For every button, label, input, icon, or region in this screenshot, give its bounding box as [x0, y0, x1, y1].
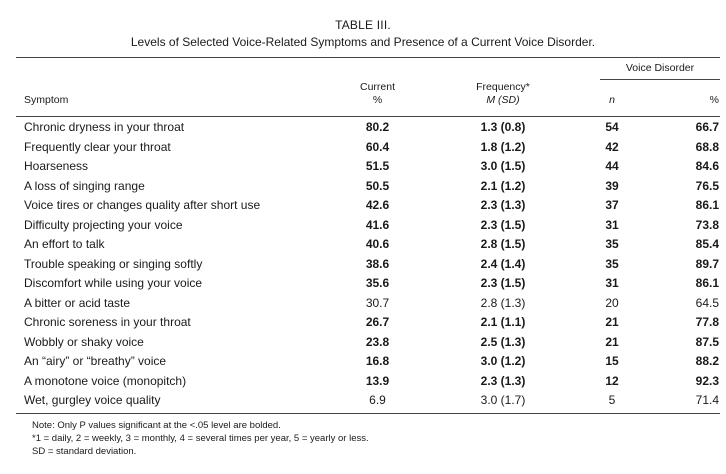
- n-cell: 35: [605, 256, 619, 271]
- header-pct: %: [709, 94, 719, 106]
- current-cell: 13.9: [365, 373, 390, 388]
- current-cell: 42.6: [365, 198, 390, 212]
- pct-cell: 92.3: [695, 373, 719, 388]
- current-cell: 38.6: [365, 256, 390, 271]
- current-cell: 50.5: [365, 178, 390, 193]
- table-row: [0, 118, 726, 138]
- current-cell: 6.9: [369, 393, 386, 407]
- note-significance: Note: Only P values significant at the <.05 level are bolded.: [32, 420, 281, 431]
- frequency-cell: 3.0 (1.2): [480, 354, 526, 368]
- header-n: n: [609, 94, 615, 106]
- frequency-cell: 2.1 (1.1): [480, 315, 526, 329]
- current-cell: 40.6: [365, 237, 390, 251]
- current-cell: 60.4: [365, 139, 390, 154]
- table-row: [0, 333, 726, 353]
- table-row: [0, 313, 726, 333]
- pct-cell: 85.4: [695, 237, 719, 251]
- table-label: TABLE III.: [335, 18, 391, 32]
- symptom-cell: A monotone voice (monopitch): [24, 373, 187, 388]
- pct-cell: 76.5: [695, 178, 719, 193]
- symptom-cell: Wet, gurgley voice quality: [24, 393, 161, 407]
- n-cell: 39: [605, 178, 619, 193]
- symptom-cell: Difficulty projecting your voice: [24, 217, 183, 232]
- frequency-cell: 2.8 (1.5): [480, 237, 526, 251]
- note-sd: SD = standard deviation.: [32, 446, 137, 457]
- table-row: [0, 138, 726, 158]
- pct-cell: 66.7: [695, 120, 719, 134]
- current-cell: 41.6: [365, 217, 390, 232]
- current-cell: 26.7: [365, 315, 390, 329]
- n-cell: 21: [605, 315, 619, 329]
- current-cell: 30.7: [365, 295, 390, 310]
- symptom-cell: Hoarseness: [24, 159, 89, 173]
- table-row: [0, 216, 726, 236]
- table-row: [0, 177, 726, 197]
- pct-cell: 87.5: [695, 334, 719, 349]
- frequency-cell: 2.3 (1.3): [480, 373, 526, 388]
- frequency-cell: 2.3 (1.5): [480, 276, 526, 290]
- current-cell: 23.8: [365, 334, 390, 349]
- symptom-cell: Frequently clear your throat: [24, 139, 171, 154]
- table-row: [0, 235, 726, 255]
- note-frequency-scale: *1 = daily, 2 = weekly, 3 = monthly, 4 = several times per year, 5 = yearly or less.: [32, 433, 369, 444]
- header-current-line1: Current: [359, 81, 395, 93]
- table-row: [0, 294, 726, 314]
- frequency-cell: 2.4 (1.4): [480, 256, 526, 271]
- current-cell: 51.5: [365, 159, 390, 173]
- table-row: [0, 157, 726, 177]
- frequency-cell: 3.0 (1.5): [480, 159, 526, 173]
- symptom-cell: An effort to talk: [24, 237, 105, 251]
- header-frequency-line1: Frequency*: [476, 81, 530, 93]
- current-cell: 35.6: [365, 276, 390, 290]
- table-row: [0, 372, 726, 392]
- pct-cell: 71.4: [695, 393, 719, 407]
- table-row: [0, 352, 726, 372]
- header-symptom: Symptom: [24, 94, 69, 106]
- n-cell: 35: [605, 237, 619, 251]
- frequency-cell: 2.3 (1.5): [480, 217, 526, 232]
- symptom-cell: Chronic soreness in your throat: [24, 315, 191, 329]
- pct-cell: 64.5: [695, 295, 719, 310]
- table-row: [0, 255, 726, 275]
- symptom-cell: A loss of singing range: [24, 178, 145, 193]
- n-cell: 20: [605, 295, 619, 310]
- pct-cell: 68.8: [695, 139, 719, 154]
- pct-cell: 86.1: [695, 276, 719, 290]
- header-current: [330, 81, 425, 107]
- frequency-cell: 1.3 (0.8): [480, 120, 526, 134]
- pct-cell: 86.1: [695, 198, 719, 212]
- pct-cell: 88.2: [695, 354, 719, 368]
- frequency-cell: 2.1 (1.2): [480, 178, 526, 193]
- symptom-cell: Discomfort while using your voice: [24, 276, 203, 290]
- n-cell: 44: [605, 159, 619, 173]
- n-cell: 5: [608, 393, 616, 407]
- frequency-cell: 2.5 (1.3): [480, 334, 526, 349]
- n-cell: 31: [605, 217, 619, 232]
- symptom-cell: Wobbly or shaky voice: [24, 334, 144, 349]
- header-rule: [16, 116, 720, 117]
- symptom-cell: Trouble speaking or singing softly: [24, 256, 203, 271]
- symptom-cell: Voice tires or changes quality after short use: [24, 198, 261, 212]
- table-row: [0, 391, 726, 411]
- n-cell: 15: [605, 354, 619, 368]
- table-title: Levels of Selected Voice-Related Symptoms and Presence of a Current Voice Disorder.: [130, 35, 596, 49]
- n-cell: 12: [605, 373, 619, 388]
- n-cell: 37: [605, 198, 619, 212]
- table-row: [0, 196, 726, 216]
- symptom-cell: A bitter or acid taste: [24, 295, 131, 310]
- table-row: [0, 274, 726, 294]
- pct-cell: 77.8: [695, 315, 719, 329]
- top-rule: [16, 57, 720, 58]
- n-cell: 31: [605, 276, 619, 290]
- symptom-cell: An “airy” or “breathy” voice: [24, 354, 167, 368]
- n-cell: 54: [605, 120, 619, 134]
- pct-cell: 89.7: [695, 256, 719, 271]
- n-cell: 42: [605, 139, 619, 154]
- current-cell: 16.8: [365, 354, 390, 368]
- frequency-cell: 2.8 (1.3): [480, 295, 526, 310]
- voice-disorder-group-header: Voice Disorder: [625, 62, 695, 74]
- symptom-cell: Chronic dryness in your throat: [24, 120, 185, 134]
- header-frequency-line2: M (SD): [486, 94, 520, 106]
- header-current-line2: %: [372, 94, 383, 106]
- n-cell: 21: [605, 334, 619, 349]
- header-frequency: [448, 81, 558, 107]
- bottom-rule: [16, 413, 720, 414]
- current-cell: 80.2: [365, 120, 390, 134]
- pct-cell: 73.8: [695, 217, 719, 232]
- frequency-cell: 2.3 (1.3): [480, 198, 526, 212]
- pct-cell: 84.6: [695, 159, 719, 173]
- frequency-cell: 1.8 (1.2): [480, 139, 526, 154]
- frequency-cell: 3.0 (1.7): [480, 393, 526, 407]
- voice-disorder-rule: [600, 79, 720, 80]
